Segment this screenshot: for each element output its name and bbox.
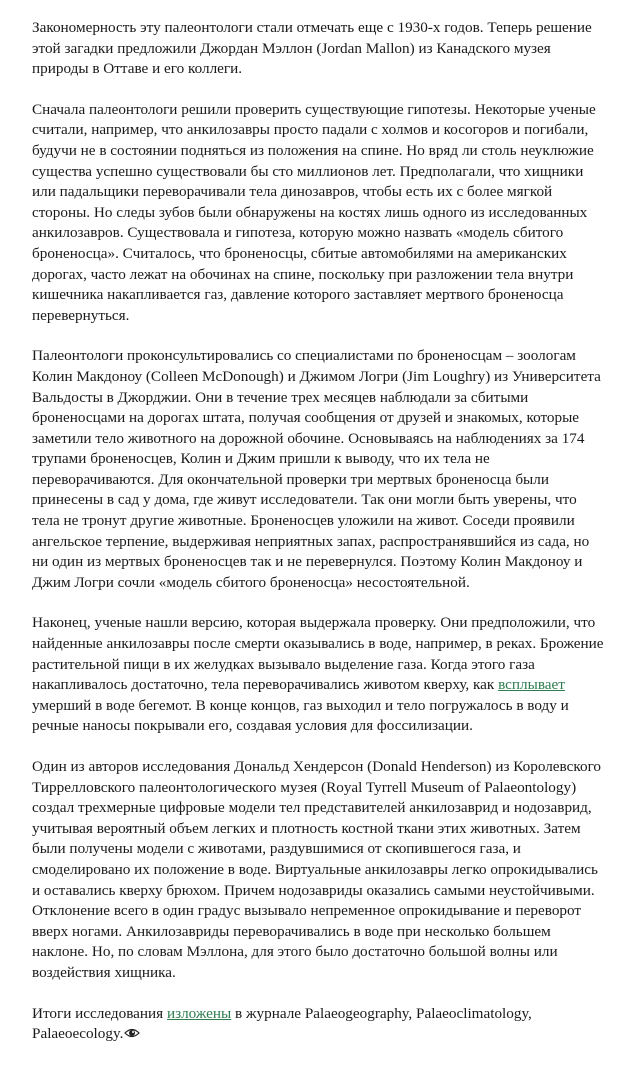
paragraph: Палеонтологи проконсультировались со специалистами по броненосцам – зоологам Колин Макдоноу (Colleen McDonough) и Джимом Логри (Jim Loughry) из Университета Вальдосты в Джорджии. Они в течение трех месяцев наблюдали за сбитыми броненосцами на дорогах штата, получая сообщения от друзей и знакомых, которые заметили тело животного на дорожной обочине. Основываясь на наблюдениях за 174 трупами броненосцев, Колин и Джим пришли к выводу, что их тела не переворачиваются. Для окончательной проверки три мертвых броненосца были принесены в сад у дома, где живут исследователи. Так они могли быть уверены, что тела не тронут другие животные. Броненосцев уложили на живот. Соседи проявили ангельское терпение, выдерживая неприятных запах, распространявшийся из сада, но ни один из мертвых броненосцев так и не перевернулся. Поэтому Колин Макдоноу и Джим Логри сочли «модель сбитого броненосца» несостоятельной. bbox=[32, 347, 601, 591]
paragraph: Закономерность эту палеонтологи стали отмечать еще с 1930-х годов. Теперь решение этой загадки предложили Джордан Мэллон (Jordan Mallon) из Канадского музея природы в Оттаве и его коллеги. bbox=[32, 19, 592, 78]
paragraph-text: Наконец, ученые нашли версию, которая выдержала проверку. Они предположили, что найденные анкилозавры после смерти оказывались в воде, например, в реках. Брожение растительной пищи в их желудках вызывало выделение газа. Когда этого газа накапливалось достаточно, тела переворачивались животом кверху, как bbox=[32, 614, 604, 694]
eye-icon bbox=[124, 1027, 140, 1039]
paragraph-text: в журнале Palaeogeography, Palaeoclimatology, Palaeoecology. bbox=[32, 1004, 532, 1043]
paragraph: Один из авторов исследования Дональд Хендерсон (Donald Henderson) из Королевского Тиррелловского палеонтологического музея (Royal Tyrrell Museum of Palaeontology) создал трехмерные цифровые модели тел представителей анкилозаврид и нодозаврид, учитывая вероятный объем легких и плотность костной ткани этих животных. Затем были получены модели с животами, раздувшимися от скопившегося газа, и смоделировано их положение в воде. Виртуальные анкилозавры легко опрокидывались и оставались кверху брюхом. Причем нодозавриды оказались самыми неустойчивыми. Отклонение всего в один градус вызывало непременное опрокидывание и переворот вверх ногами. Анкилозавриды переворачивались в воде при несколько большем наклоне. Но, по словам Мэллона, для этого было достаточно большой волны или воздействия хищника. bbox=[32, 758, 602, 981]
article-body bbox=[32, 18, 604, 1065]
link-izlozheny[interactable]: изложены bbox=[166, 1004, 232, 1022]
paragraph-with-link bbox=[32, 1004, 604, 1045]
paragraph: Сначала палеонтологи решили проверить существующие гипотезы. Некоторые ученые считали, например, что анкилозавры просто падали с холмов и косогоров и погибали, будучи не в состоянии подняться из положения на спине. Но вряд ли столь неуклюжие существа успешно существовали бы сто миллионов лет. Предполагали, что хищники или падальщики переворачивали тела динозавров, чтобы есть их с более мягкой стороны. Но следы зубов были обнаружены на костях лишь одного из исследованных анкилозавров. Существовала и гипотеза, которую можно назвать «модель сбитого броненосца». Считалось, что броненосцы, сбитые автомобилями на американских дорогах, часто лежат на обочинах на спине, поскольку при разложении тела внутри кишечника накапливается газ, давление которого заставляет мертвого броненосца перевернуться. bbox=[32, 100, 596, 324]
link-vsplyvaet[interactable]: всплывает bbox=[498, 676, 565, 694]
paragraph-with-link bbox=[32, 613, 604, 737]
paragraph-text: Итоги исследования bbox=[32, 1004, 167, 1022]
paragraph-text: умерший в воде бегемот. В конце концов, газ выходил и тело погружалось в воду и речные наносы покрывали его, создавая условия для фоссилизации. bbox=[32, 696, 569, 735]
